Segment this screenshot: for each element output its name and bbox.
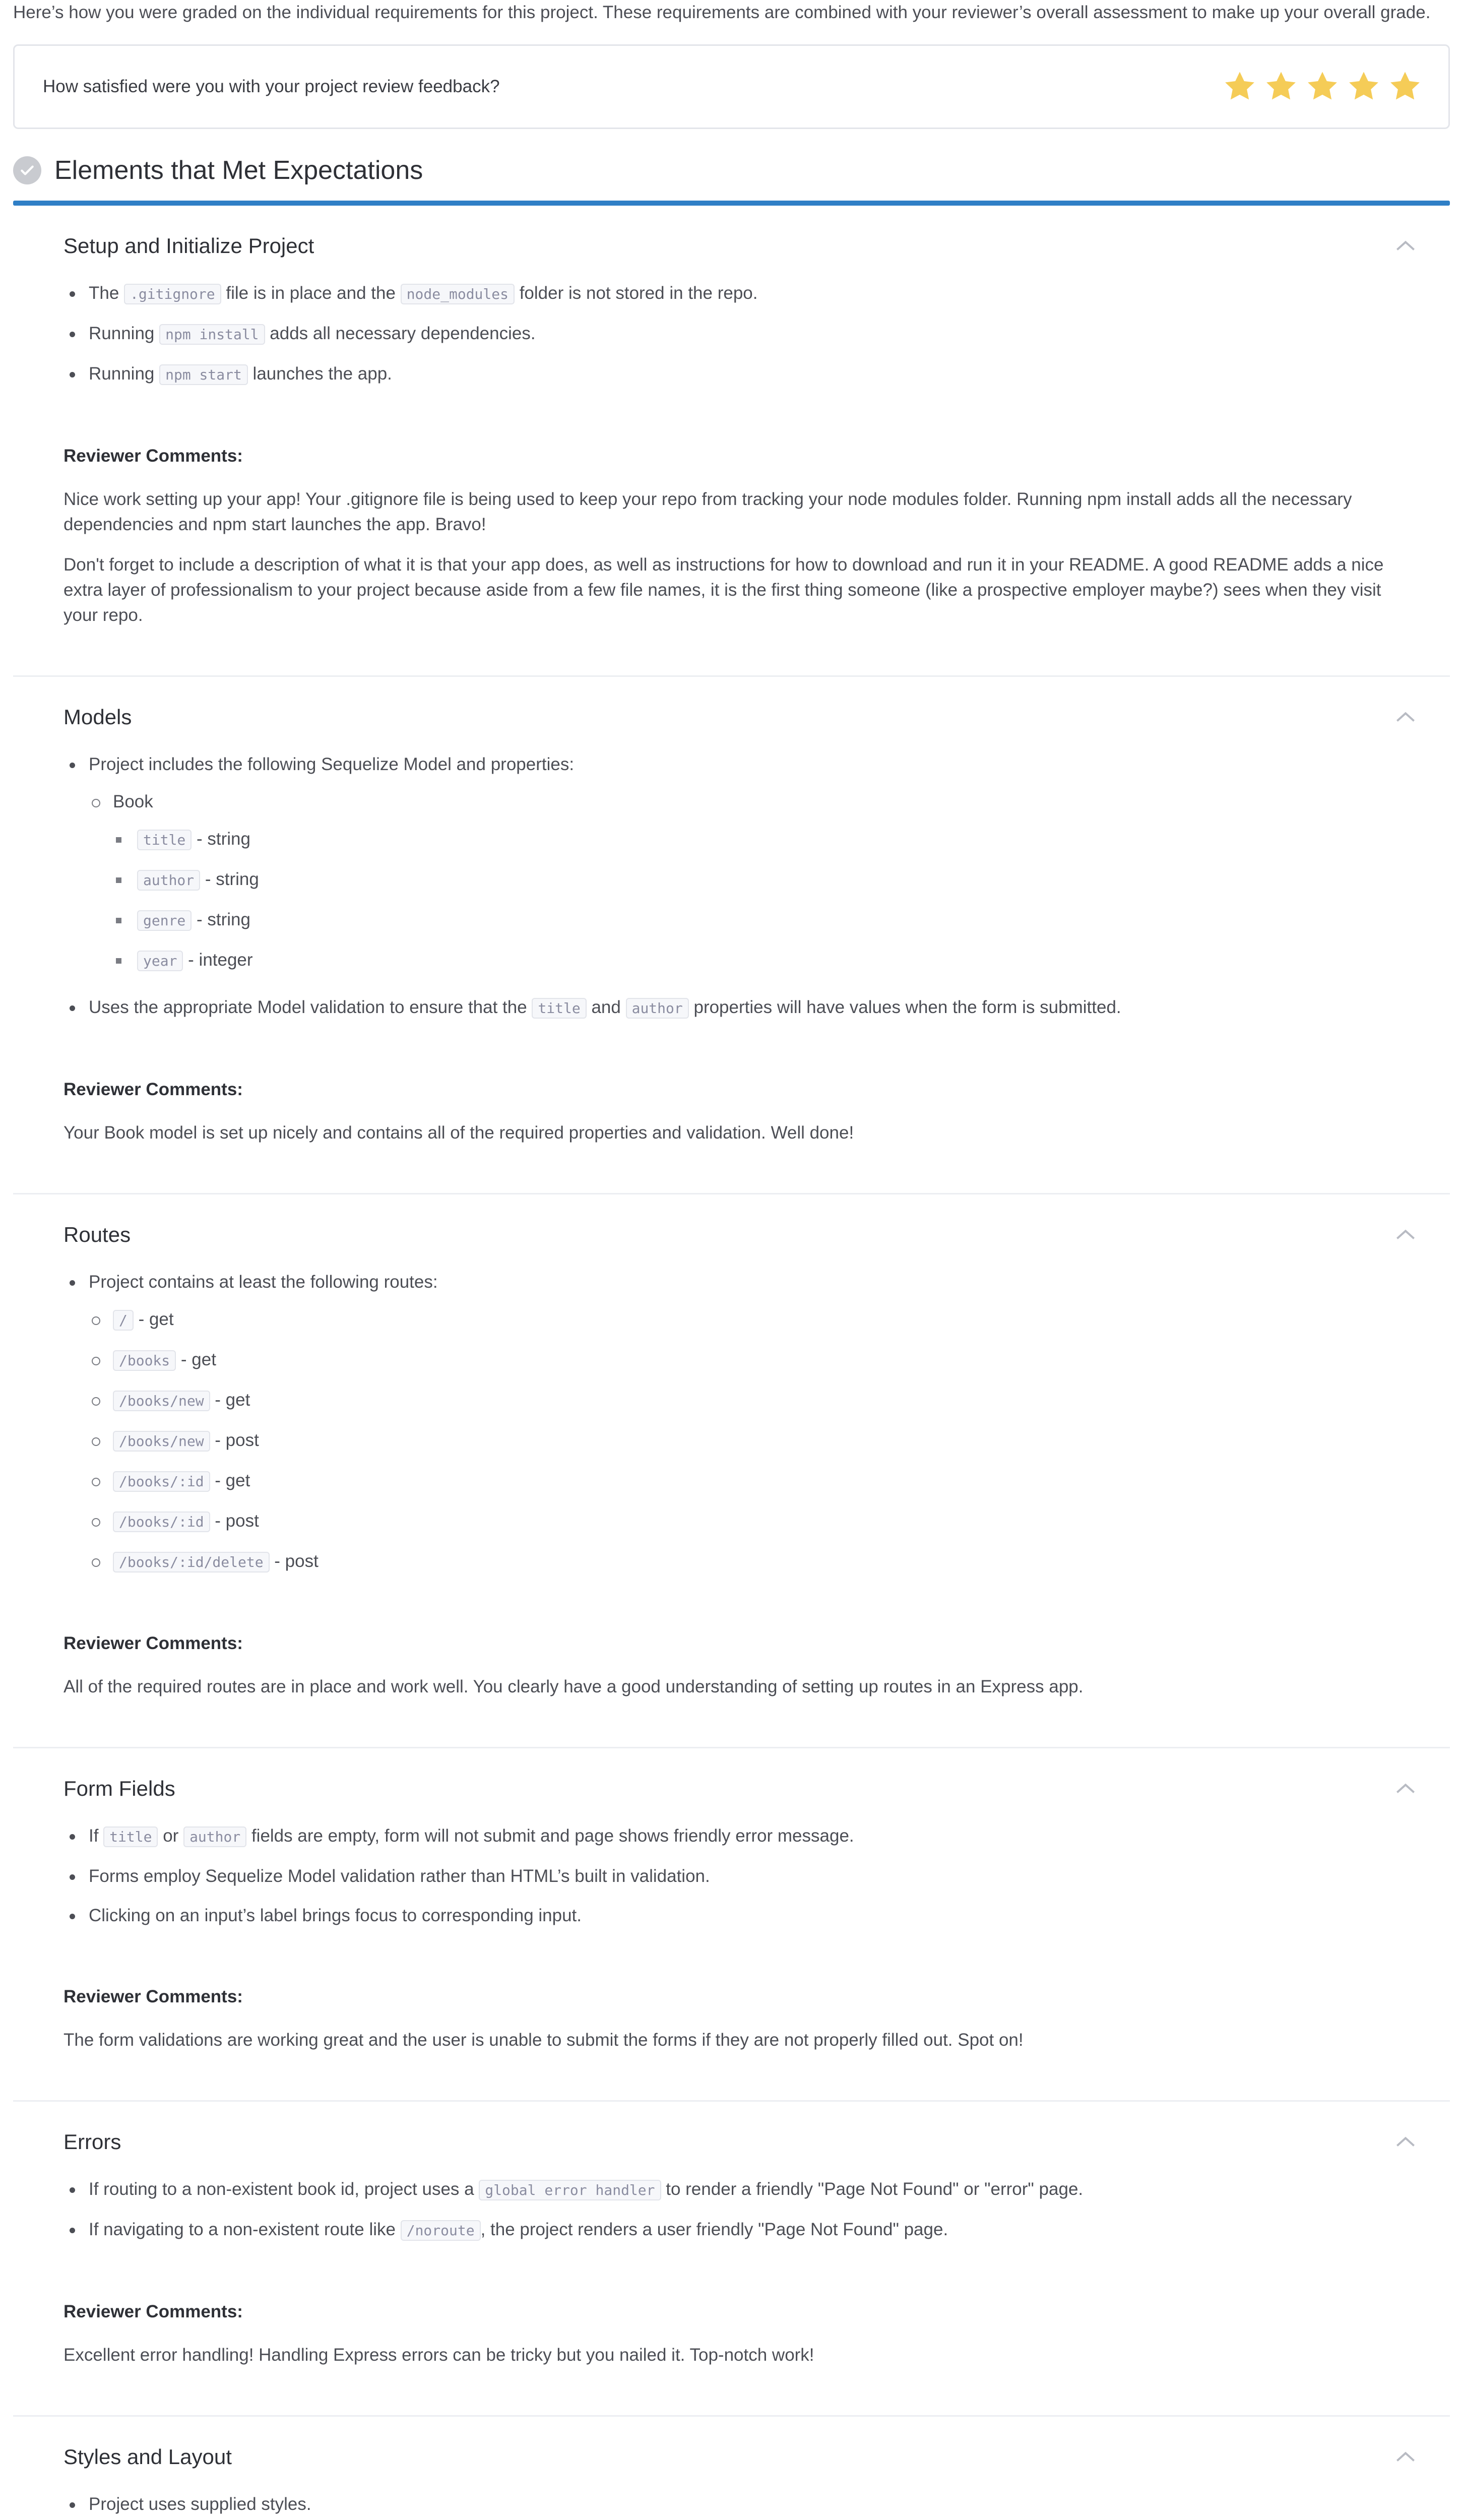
reviewer-comments-label: Reviewer Comments: [63,1987,243,2006]
route-item: /books - get [89,1347,1400,1374]
requirement-setup [13,206,1450,677]
star-icon[interactable] [1347,70,1381,104]
requirement-title: Errors [63,2130,121,2154]
chevron-up-icon[interactable] [1395,1782,1416,1795]
reviewer-comments: Your Book model is set up nicely and contains all of the required properties and validation. Well done! [63,1123,854,1143]
check-icon [13,156,41,184]
spec-item: Clicking on an input’s label brings focus to corresponding input. [63,1903,1400,1929]
spec-item: If navigating to a non-existent route like /noroute , the project renders a user friendly "Page Not Found" page. [63,2217,1400,2244]
spec-list [63,1823,1400,1929]
spec-list [63,2491,1400,2520]
met-section-title: Elements that Met Expectations [54,155,423,185]
star-icon[interactable] [1305,70,1340,104]
route-item: /books/:id/delete - post [89,1548,1400,1576]
spec-item: Uses the appropriate Model validation to ensure that the title and author properties will have values when the form is submitted. [63,994,1400,1022]
spec-item: Running npm start launches the app. [63,361,1400,388]
spec-item: The .gitignore file is in place and the node_modules folder is not stored in the repo. [63,280,1400,307]
requirement-models [13,677,1450,1194]
spec-item: If title or author fields are empty, form will not submit and page shows friendly error message. [63,1823,1400,1850]
spec-item: Project includes the following Sequelize Model and properties: Book title - string author - string genre - string year - integer [63,751,1400,974]
model-field: author - string [113,866,1400,894]
spec-item: Project uses supplied styles. [63,2491,1400,2517]
star-rating[interactable] [1223,70,1422,104]
route-item: / - get [89,1306,1400,1334]
requirement-errors [13,2102,1450,2417]
requirement-styles-layout [13,2417,1450,2520]
chevron-up-icon[interactable] [1395,239,1416,252]
spec-item: If routing to a non-existent book id, project uses a global error handler to render a friendly "Page Not Found" or "error" page. [63,2176,1400,2203]
intro-text: Here’s how you were graded on the individual requirements for this project. These requirements are combined with your reviewer’s overall assessment to make up your overall grade. [13,3,1431,22]
reviewer-comments: Excellent error handling! Handling Express errors can be tricky but you nailed it. Top-notch work! [63,2345,814,2365]
requirement-title: Models [63,705,132,729]
satisfaction-question: How satisfied were you with your project review feedback? [43,76,500,96]
reviewer-comments-label: Reviewer Comments: [63,1633,243,1653]
model-name: Book title - string author - string genre - string year - integer [89,789,1400,974]
requirement-title: Routes [63,1223,131,1246]
requirement-title: Setup and Initialize Project [63,234,314,258]
reviewer-comments-label: Reviewer Comments: [63,1080,243,1099]
requirement-title: Styles and Layout [63,2445,232,2469]
star-icon[interactable] [1264,70,1298,104]
spec-list [63,2176,1400,2244]
reviewer-comments: All of the required routes are in place and work well. You clearly have a good understanding of setting up routes in an Express app. [63,1677,1084,1696]
star-icon[interactable] [1388,70,1422,104]
route-item: /books/new - get [89,1387,1400,1414]
route-item: /books/new - post [89,1427,1400,1455]
met-section-header [13,140,1450,201]
chevron-up-icon[interactable] [1395,2450,1416,2463]
route-item: /books/:id - post [89,1508,1400,1535]
spec-list [63,751,1400,1022]
spec-list [63,280,1400,388]
reviewer-comments-label: Reviewer Comments: [63,446,243,466]
satisfaction-survey [13,44,1450,129]
model-field: year - integer [113,947,1400,974]
requirement-routes [13,1194,1450,1748]
met-section-divider [13,201,1450,206]
chevron-up-icon[interactable] [1395,2135,1416,2148]
requirement-title: Form Fields [63,1777,175,1800]
chevron-up-icon[interactable] [1395,1228,1416,1241]
requirement-form-fields [13,1748,1450,2102]
route-item: /books/:id - get [89,1468,1400,1495]
spec-item: Forms employ Sequelize Model validation rather than HTML’s built in validation. [63,1863,1400,1889]
reviewer-comments-label: Reviewer Comments: [63,2302,243,2321]
model-field: genre - string [113,907,1400,934]
reviewer-comments: Nice work setting up your app! Your .gitignore file is being used to keep your repo from tracking your node modules folder. Running npm install adds all the necessary dependencies and npm start launches the app. Bravo! Don't forget to include a description of what it is that your app does, as well as instructions for how to download and run it in your README. A good README adds a nice extra layer of professionalism to your project because aside from a few file names, it is the first thing someone (like a prospective employer maybe?) sees when they visit your repo. [63,489,1384,625]
spec-item: Project contains at least the following routes: / - get /books - get /books/new - get /books/new - post /books/:id - get /books/:id - post /books/:id/delete - post [63,1269,1400,1576]
spec-list [63,1269,1400,1576]
star-icon[interactable] [1223,70,1257,104]
model-field: title - string [113,826,1400,853]
spec-item: Running npm install adds all necessary dependencies. [63,321,1400,348]
reviewer-comments: The form validations are working great and the user is unable to submit the forms if they are not properly filled out. Spot on! [63,2030,1024,2050]
chevron-up-icon[interactable] [1395,710,1416,723]
